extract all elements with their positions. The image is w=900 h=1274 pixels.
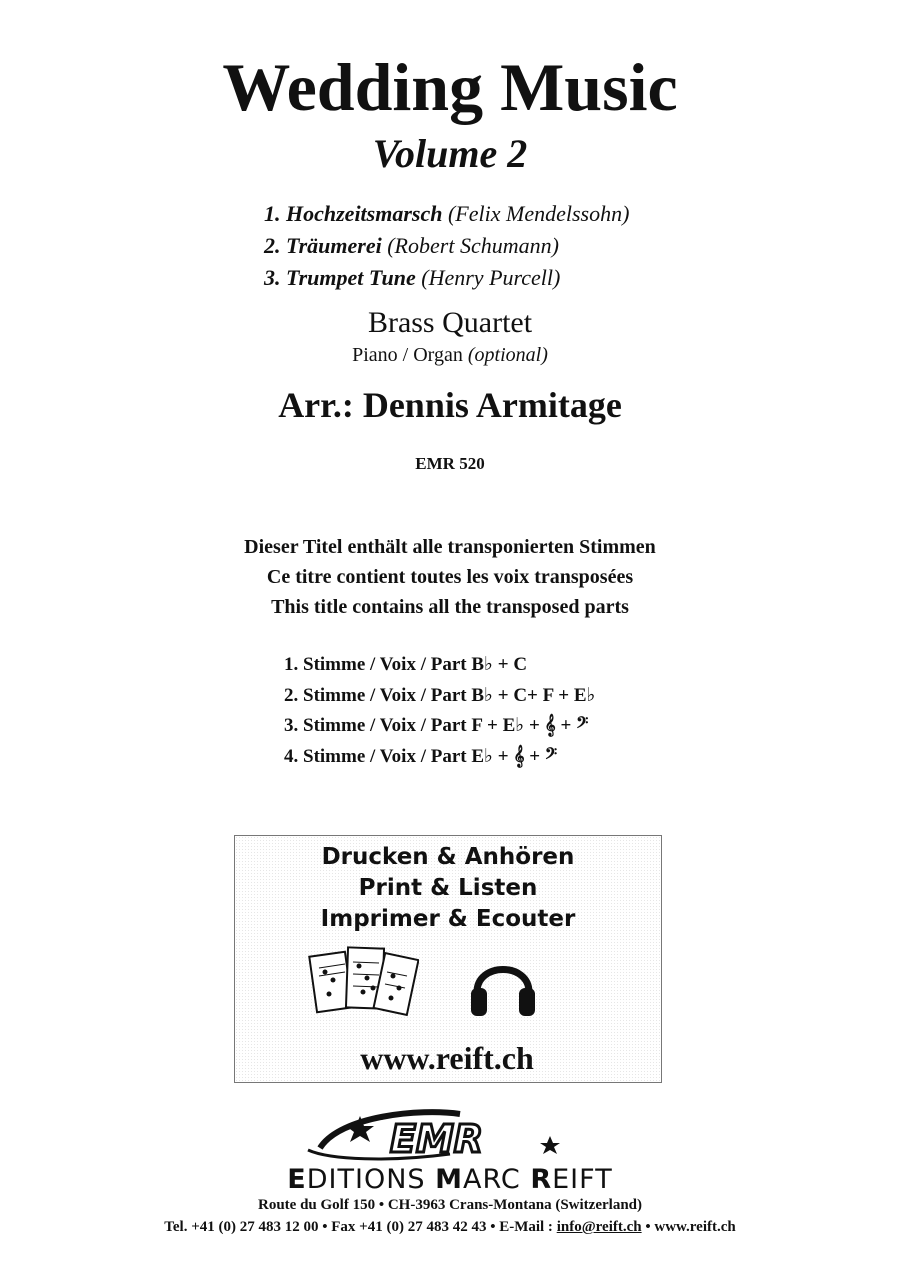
part-label: 2. Stimme / Voix / Part <box>284 684 467 706</box>
part-label: 1. Stimme / Voix / Part <box>284 654 467 675</box>
part-row <box>284 711 595 742</box>
part-keys: B♭ + C+ F + E♭ <box>471 684 596 706</box>
email-link[interactable]: info@reift.ch <box>556 1219 642 1235</box>
brand-word: EIFT <box>552 1164 613 1195</box>
piece-composer: (Henry Purcell) <box>421 265 561 290</box>
piece-title: 2. Träumerei <box>264 233 382 258</box>
contact-phones: Tel. +41 (0) 27 483 12 00 • Fax +41 (0) 27 483 42 43 • E-Mail : <box>164 1219 557 1235</box>
arranger: Arr.: Dennis Armitage <box>278 385 622 425</box>
promo-line: Print & Listen <box>358 875 538 901</box>
emr-logo <box>300 1108 580 1164</box>
piece-item <box>264 230 629 262</box>
ensemble-label: Brass Quartet <box>367 306 533 339</box>
publisher-contact <box>0 1219 900 1236</box>
piece-title: 1. Hochzeitsmarsch <box>264 201 443 226</box>
part-keys: B♭ + C <box>471 654 528 675</box>
piece-composer: (Felix Mendelssohn) <box>447 201 630 226</box>
brand-letter: E <box>287 1164 307 1195</box>
volume-subtitle: Volume 2 <box>372 131 528 176</box>
sheet-music-icon <box>307 944 419 1024</box>
part-label: 4. Stimme / Voix / Part <box>284 745 467 767</box>
part-row <box>284 681 595 712</box>
contact-website: • www.reift.ch <box>641 1219 736 1235</box>
piece-list <box>264 198 629 294</box>
publisher-address: Route du Golf 150 • CH-3963 Crans-Montana (Switzerland) <box>258 1197 642 1213</box>
catalog-number: EMR 520 <box>415 454 485 473</box>
piece-item <box>264 262 629 294</box>
piece-title: 3. Trumpet Tune <box>264 265 416 290</box>
part-row <box>284 742 595 773</box>
part-keys: E♭ + 𝄞 + 𝄢 <box>471 745 558 767</box>
part-label: 3. Stimme / Voix / Part <box>284 715 467 736</box>
publisher-name <box>0 1164 900 1195</box>
page-title: Wedding Music <box>222 49 678 125</box>
brand-word: ARC <box>463 1164 531 1195</box>
piece-composer: (Robert Schumann) <box>387 233 559 258</box>
instrument-list: Piano / Organ <box>352 344 463 366</box>
promo-lines <box>235 842 661 935</box>
note-line-fr: Ce titre contient toutes les voix transposées <box>266 566 634 588</box>
transposed-parts-note <box>0 532 900 622</box>
promo-line: Imprimer & Ecouter <box>320 906 576 932</box>
parts-list <box>284 650 595 772</box>
piece-item <box>264 198 629 230</box>
part-row <box>284 650 595 681</box>
instrument-note: (optional) <box>467 344 548 366</box>
website-link[interactable]: www.reift.ch <box>360 1040 534 1076</box>
note-line-de: Dieser Titel enthält alle transponierten Stimmen <box>244 536 656 558</box>
headphones-icon <box>467 948 539 1024</box>
part-keys: F + E♭ + 𝄞 + 𝄢 <box>471 715 589 736</box>
promo-line: Drucken & Anhören <box>321 844 575 870</box>
note-line-en: This title contains all the transposed parts <box>271 596 629 618</box>
brand-word: DITIONS <box>306 1164 436 1195</box>
instrumentation <box>0 344 900 367</box>
brand-letter: R <box>530 1164 553 1195</box>
logo-text: EMR <box>390 1117 484 1161</box>
brand-letter: M <box>435 1164 463 1195</box>
